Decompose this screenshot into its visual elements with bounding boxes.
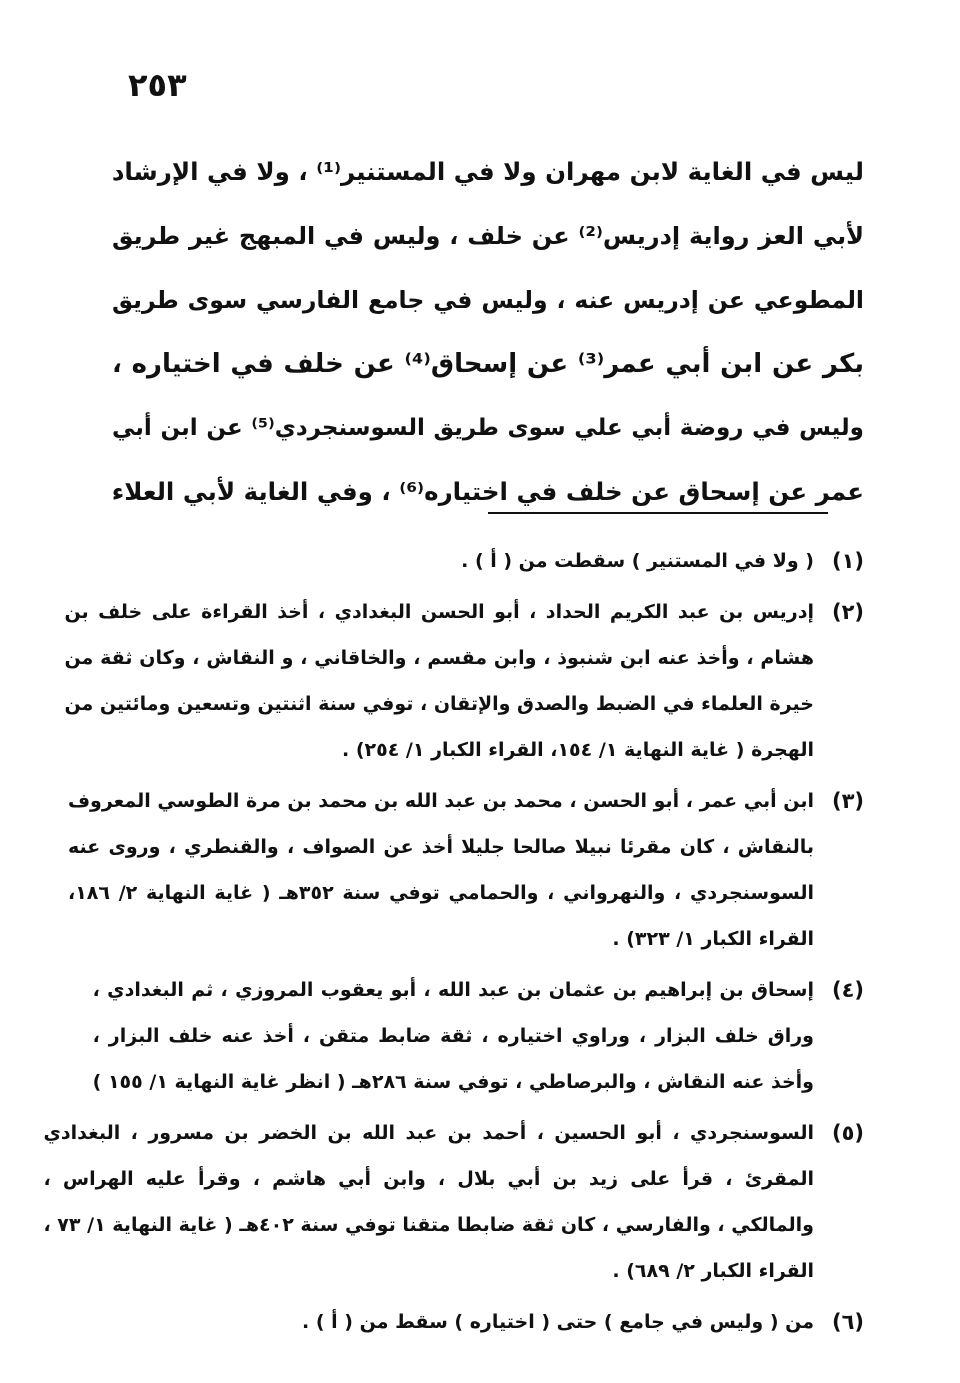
footnote-number: (١) bbox=[831, 549, 864, 573]
footnote-line: الهجرة ( غاية النهاية ١/ ١٥٤، القراء الكبار ١/ ٢٥٤) . bbox=[341, 739, 814, 761]
main-text-line: وليس في روضة أبي علي سوى طريق السوسنجردي⁽⁵⁾ عن ابن أبي bbox=[112, 415, 864, 441]
main-text-line: بكر عن ابن أبي عمر⁽³⁾ عن إسحاق⁽⁴⁾ عن خلف في اختياره ، bbox=[112, 349, 864, 379]
footnote-line: السوسنجردي ، أبو الحسين ، أحمد بن عبد الله بن الخضر بن مسرور ، البغدادي bbox=[43, 1122, 814, 1144]
footnote-line: السوسنجردي ، والنهرواني ، والحمامي توفي سنة ٣٥٢هـ ( غاية النهاية ٢/ ١٨٦، bbox=[67, 882, 814, 904]
footnote-line: من ( وليس في جامع ) حتى ( اختياره ) سقط من ( أ ) . bbox=[302, 1311, 814, 1333]
footnote-line: القراء الكبار ١/ ٣٢٣) . bbox=[612, 928, 814, 950]
main-text bbox=[112, 140, 864, 524]
footnote-line: إدريس بن عبد الكريم الحداد ، أبو الحسن البغدادي ، أخذ القراءة على خلف بن bbox=[64, 601, 814, 623]
footnote-line: المقرئ ، قرأ على زيد بن أبي بلال ، وابن أبي هاشم ، وقرأ عليه الهراس ، bbox=[43, 1168, 814, 1190]
footnote-text bbox=[93, 967, 814, 1105]
main-text-line: ليس في الغاية لابن مهران ولا في المستنير⁽¹⁾ ، ولا في الإرشاد bbox=[111, 157, 864, 186]
footnote-1 bbox=[114, 538, 864, 584]
footnote-text bbox=[43, 1110, 814, 1294]
footnote-line: إسحاق بن إبراهيم بن عثمان بن عبد الله ، أبو يعقوب المروزي ، ثم البغدادي ، bbox=[92, 979, 814, 1001]
footnote-line: ( ولا في المستنير ) سقطت من ( أ ) . bbox=[461, 550, 814, 572]
main-text-line: المطوعي عن إدريس عنه ، وليس في جامع الفارسي سوى طريق bbox=[112, 286, 864, 314]
footnote-line: بالنقاش ، كان مقرئا نبيلا صالحا جليلا أخذ عن الصواف ، والقنطري ، وروى عنه bbox=[67, 836, 814, 858]
footnote-divider bbox=[488, 512, 828, 514]
footnote-5 bbox=[43, 1110, 864, 1294]
footnote-number: (٣) bbox=[831, 789, 864, 813]
footnote-line: وأخذ عنه النقاش ، والبرصاطي ، توفي سنة ٢٨٦هـ ( انظر غاية النهاية ١/ ١٥٥ ) bbox=[92, 1071, 814, 1093]
footnote-number: (٤) bbox=[831, 978, 864, 1002]
footnote-text bbox=[64, 589, 814, 773]
main-text-line: عمر عن إسحاق عن خلف في اختياره⁽⁶⁾ ، وفي الغاية لأبي العلاء bbox=[111, 477, 864, 506]
page-number: ٢٥٣ bbox=[128, 66, 187, 104]
footnotes bbox=[43, 538, 864, 1350]
footnote-line: هشام ، وأخذ عنه ابن شنبوذ ، وابن مقسم ، والخاقاني ، و النقاش ، وكان ثقة من bbox=[64, 647, 814, 669]
main-text-line: لأبي العز رواية إدريس⁽²⁾ عن خلف ، وليس في المبهج غير طريق bbox=[112, 222, 864, 250]
footnote-line: القراء الكبار ٢/ ٦٨٩) . bbox=[612, 1260, 814, 1282]
footnote-text bbox=[68, 778, 814, 962]
footnote-4 bbox=[92, 967, 864, 1105]
footnote-text bbox=[114, 538, 814, 584]
footnote-number: (٦) bbox=[831, 1310, 864, 1334]
footnote-text bbox=[114, 1299, 814, 1345]
footnote-6 bbox=[114, 1299, 864, 1345]
footnote-2 bbox=[64, 589, 864, 773]
footnote-number: (٢) bbox=[831, 600, 864, 624]
footnote-number: (٥) bbox=[831, 1121, 864, 1145]
footnote-line: ابن أبي عمر ، أبو الحسن ، محمد بن عبد الله بن محمد بن مرة الطوسي المعروف bbox=[67, 790, 814, 812]
footnote-3 bbox=[67, 778, 864, 962]
footnote-line: وراق خلف البزار ، وراوي اختياره ، ثقة ضابط متقن ، أخذ عنه خلف البزار ، bbox=[92, 1025, 814, 1047]
footnote-line: خيرة العلماء في الضبط والصدق والإتقان ، توفي سنة اثنتين وتسعين ومائتين من bbox=[64, 693, 814, 715]
footnote-line: والمالكي ، والفارسي ، كان ثقة ضابطا متقنا توفي سنة ٤٠٢هـ ( غاية النهاية ١/ ٧٣ ، bbox=[43, 1214, 814, 1236]
